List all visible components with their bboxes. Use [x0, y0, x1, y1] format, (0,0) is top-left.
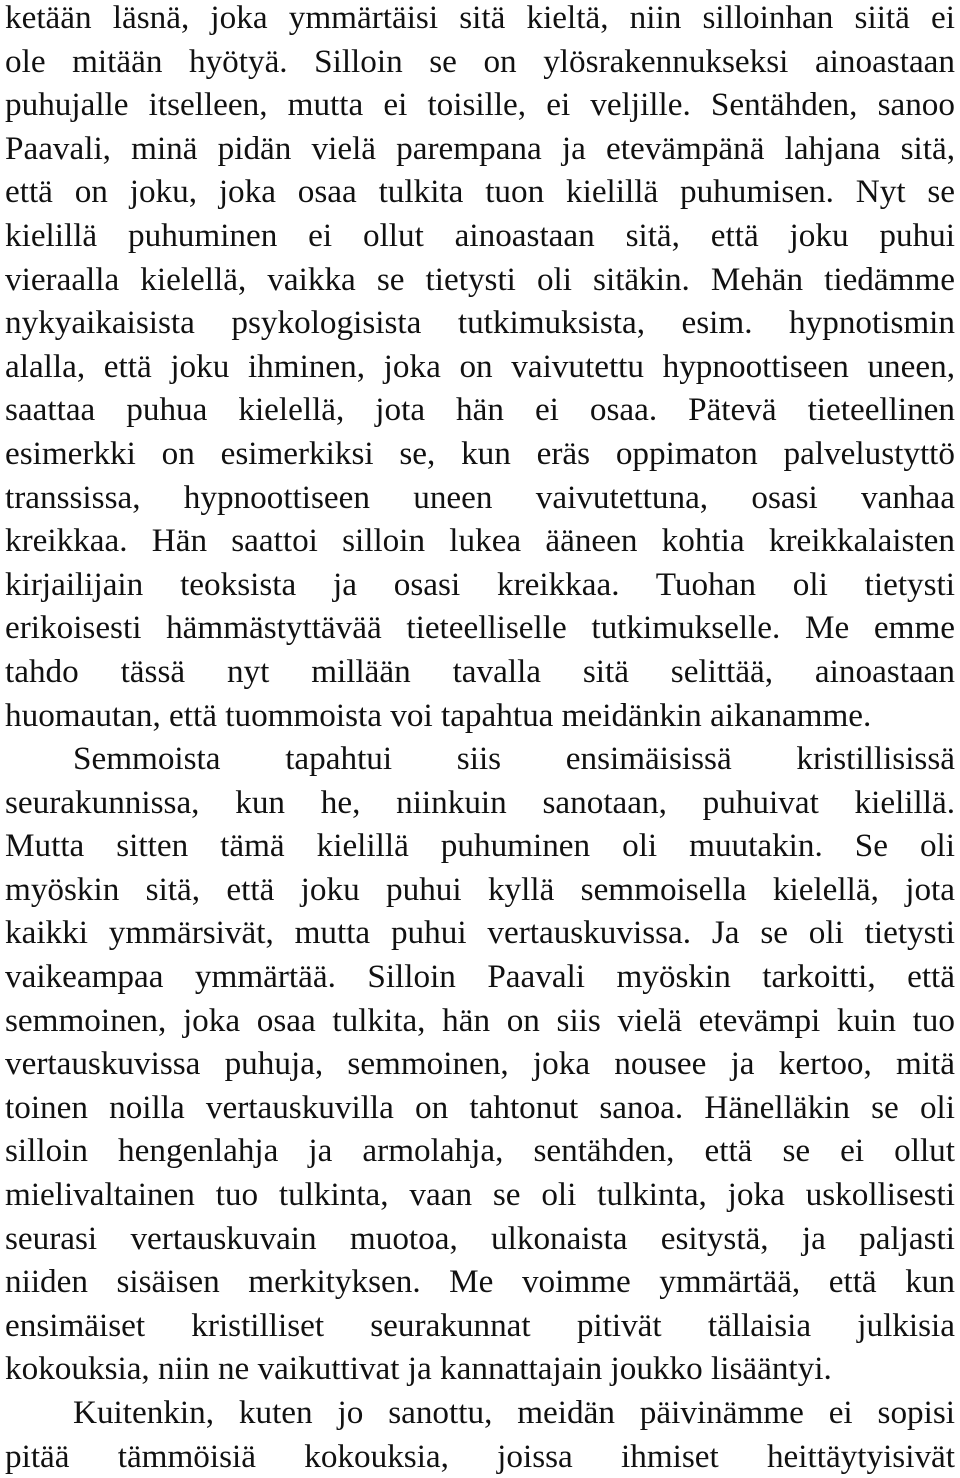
text-line: ensimäiset kristilliset seurakunnat pitivät tällaisia julkisia [5, 1306, 955, 1344]
text-line: toinen noilla vertauskuvilla on tahtonut sanoa. Hänelläkin se oli [5, 1088, 955, 1126]
text-line: pitää tämmöisiä kokouksia, joissa ihmiset heittäytyisivät [5, 1437, 955, 1475]
text-line: Mutta sitten tämä kielillä puhuminen oli muutakin. Se oli [5, 827, 955, 865]
text-line: silloin hengenlahja ja armolahja, sentähden, että se ei ollut [5, 1132, 955, 1170]
text-line: niiden sisäisen merkityksen. Me voimme ymmärtää, että kun [5, 1263, 955, 1301]
text-line: seurasi vertauskuvain muotoa, ulkonaista esitystä, ja paljasti [5, 1219, 955, 1257]
document-page [5, 0, 955, 1478]
text-line: ole mitään hyötyä. Silloin se on ylösrakennukseksi ainoastaan [5, 42, 955, 80]
text-line: Semmoista tapahtui siis ensimäisissä kristillisissä [73, 740, 955, 778]
text-line: seurakunnissa, kun he, niinkuin sanotaan, puhuivat kielillä. [5, 783, 955, 821]
text-line: ketään läsnä, joka ymmärtäisi sitä kieltä, niin silloinhan siitä ei [5, 0, 955, 36]
text-line: nykyaikaisista psykologisista tutkimuksista, esim. hypnotismin [5, 304, 955, 342]
text-line: transsissa, hypnoottiseen uneen vaivutettuna, osasi vanhaa [5, 478, 955, 516]
text-line: Kuitenkin, kuten jo sanottu, meidän päivinämme ei sopisi [73, 1394, 955, 1431]
text-line: semmoinen, joka osaa tulkita, hän on siis vielä etevämpi kuin tuo [5, 1001, 955, 1039]
text-line: kielillä puhuminen ei ollut ainoastaan sitä, että joku puhui [5, 216, 955, 254]
text-line: tahdo tässä nyt millään tavalla sitä selittää, ainoastaan [5, 652, 955, 690]
text-line: Paavali, minä pidän vielä parempana ja etevämpänä lahjana sitä, [5, 129, 955, 167]
text-line: vaikeampaa ymmärtää. Silloin Paavali myöskin tarkoitti, että [5, 958, 955, 996]
text-line: kreikkaa. Hän saattoi silloin lukea ääneen kohtia kreikkalaisten [5, 522, 955, 560]
text-line: myöskin sitä, että joku puhui kyllä semmoisella kielellä, jota [5, 870, 955, 908]
text-line: huomautan, että tuommoista voi tapahtua meidänkin aikanamme. [5, 696, 872, 734]
text-line: alalla, että joku ihminen, joka on vaivutettu hypnoottiseen uneen, [5, 347, 955, 385]
text-line: saattaa puhua kielellä, jota hän ei osaa. Pätevä tieteellinen [5, 391, 955, 429]
text-line: vieraalla kielellä, vaikka se tietysti oli sitäkin. Mehän tiedämme [5, 260, 955, 298]
text-line: vertauskuvissa puhuja, semmoinen, joka nousee ja kertoo, mitä [5, 1045, 955, 1083]
text-line: erikoisesti hämmästyttävää tieteelliselle tutkimukselle. Me emme [5, 609, 955, 647]
text-line: mielivaltainen tuo tulkinta, vaan se oli tulkinta, joka uskollisesti [5, 1176, 955, 1214]
text-line: kirjailijain teoksista ja osasi kreikkaa. Tuohan oli tietysti [5, 565, 955, 603]
text-line: esimerkki on esimerkiksi se, kun eräs oppimaton palvelustyttö [5, 434, 955, 472]
text-line: että on joku, joka osaa tulkita tuon kielillä puhumisen. Nyt se [5, 173, 955, 211]
text-line: kokouksia, niin ne vaikuttivat ja kannattajain joukko lisääntyi. [5, 1350, 832, 1388]
text-line: puhujalle itselleen, mutta ei toisille, ei veljille. Sentähden, sanoo [5, 86, 955, 124]
text-line: kaikki ymmärsivät, mutta puhui vertauskuvissa. Ja se oli tietysti [5, 914, 955, 952]
